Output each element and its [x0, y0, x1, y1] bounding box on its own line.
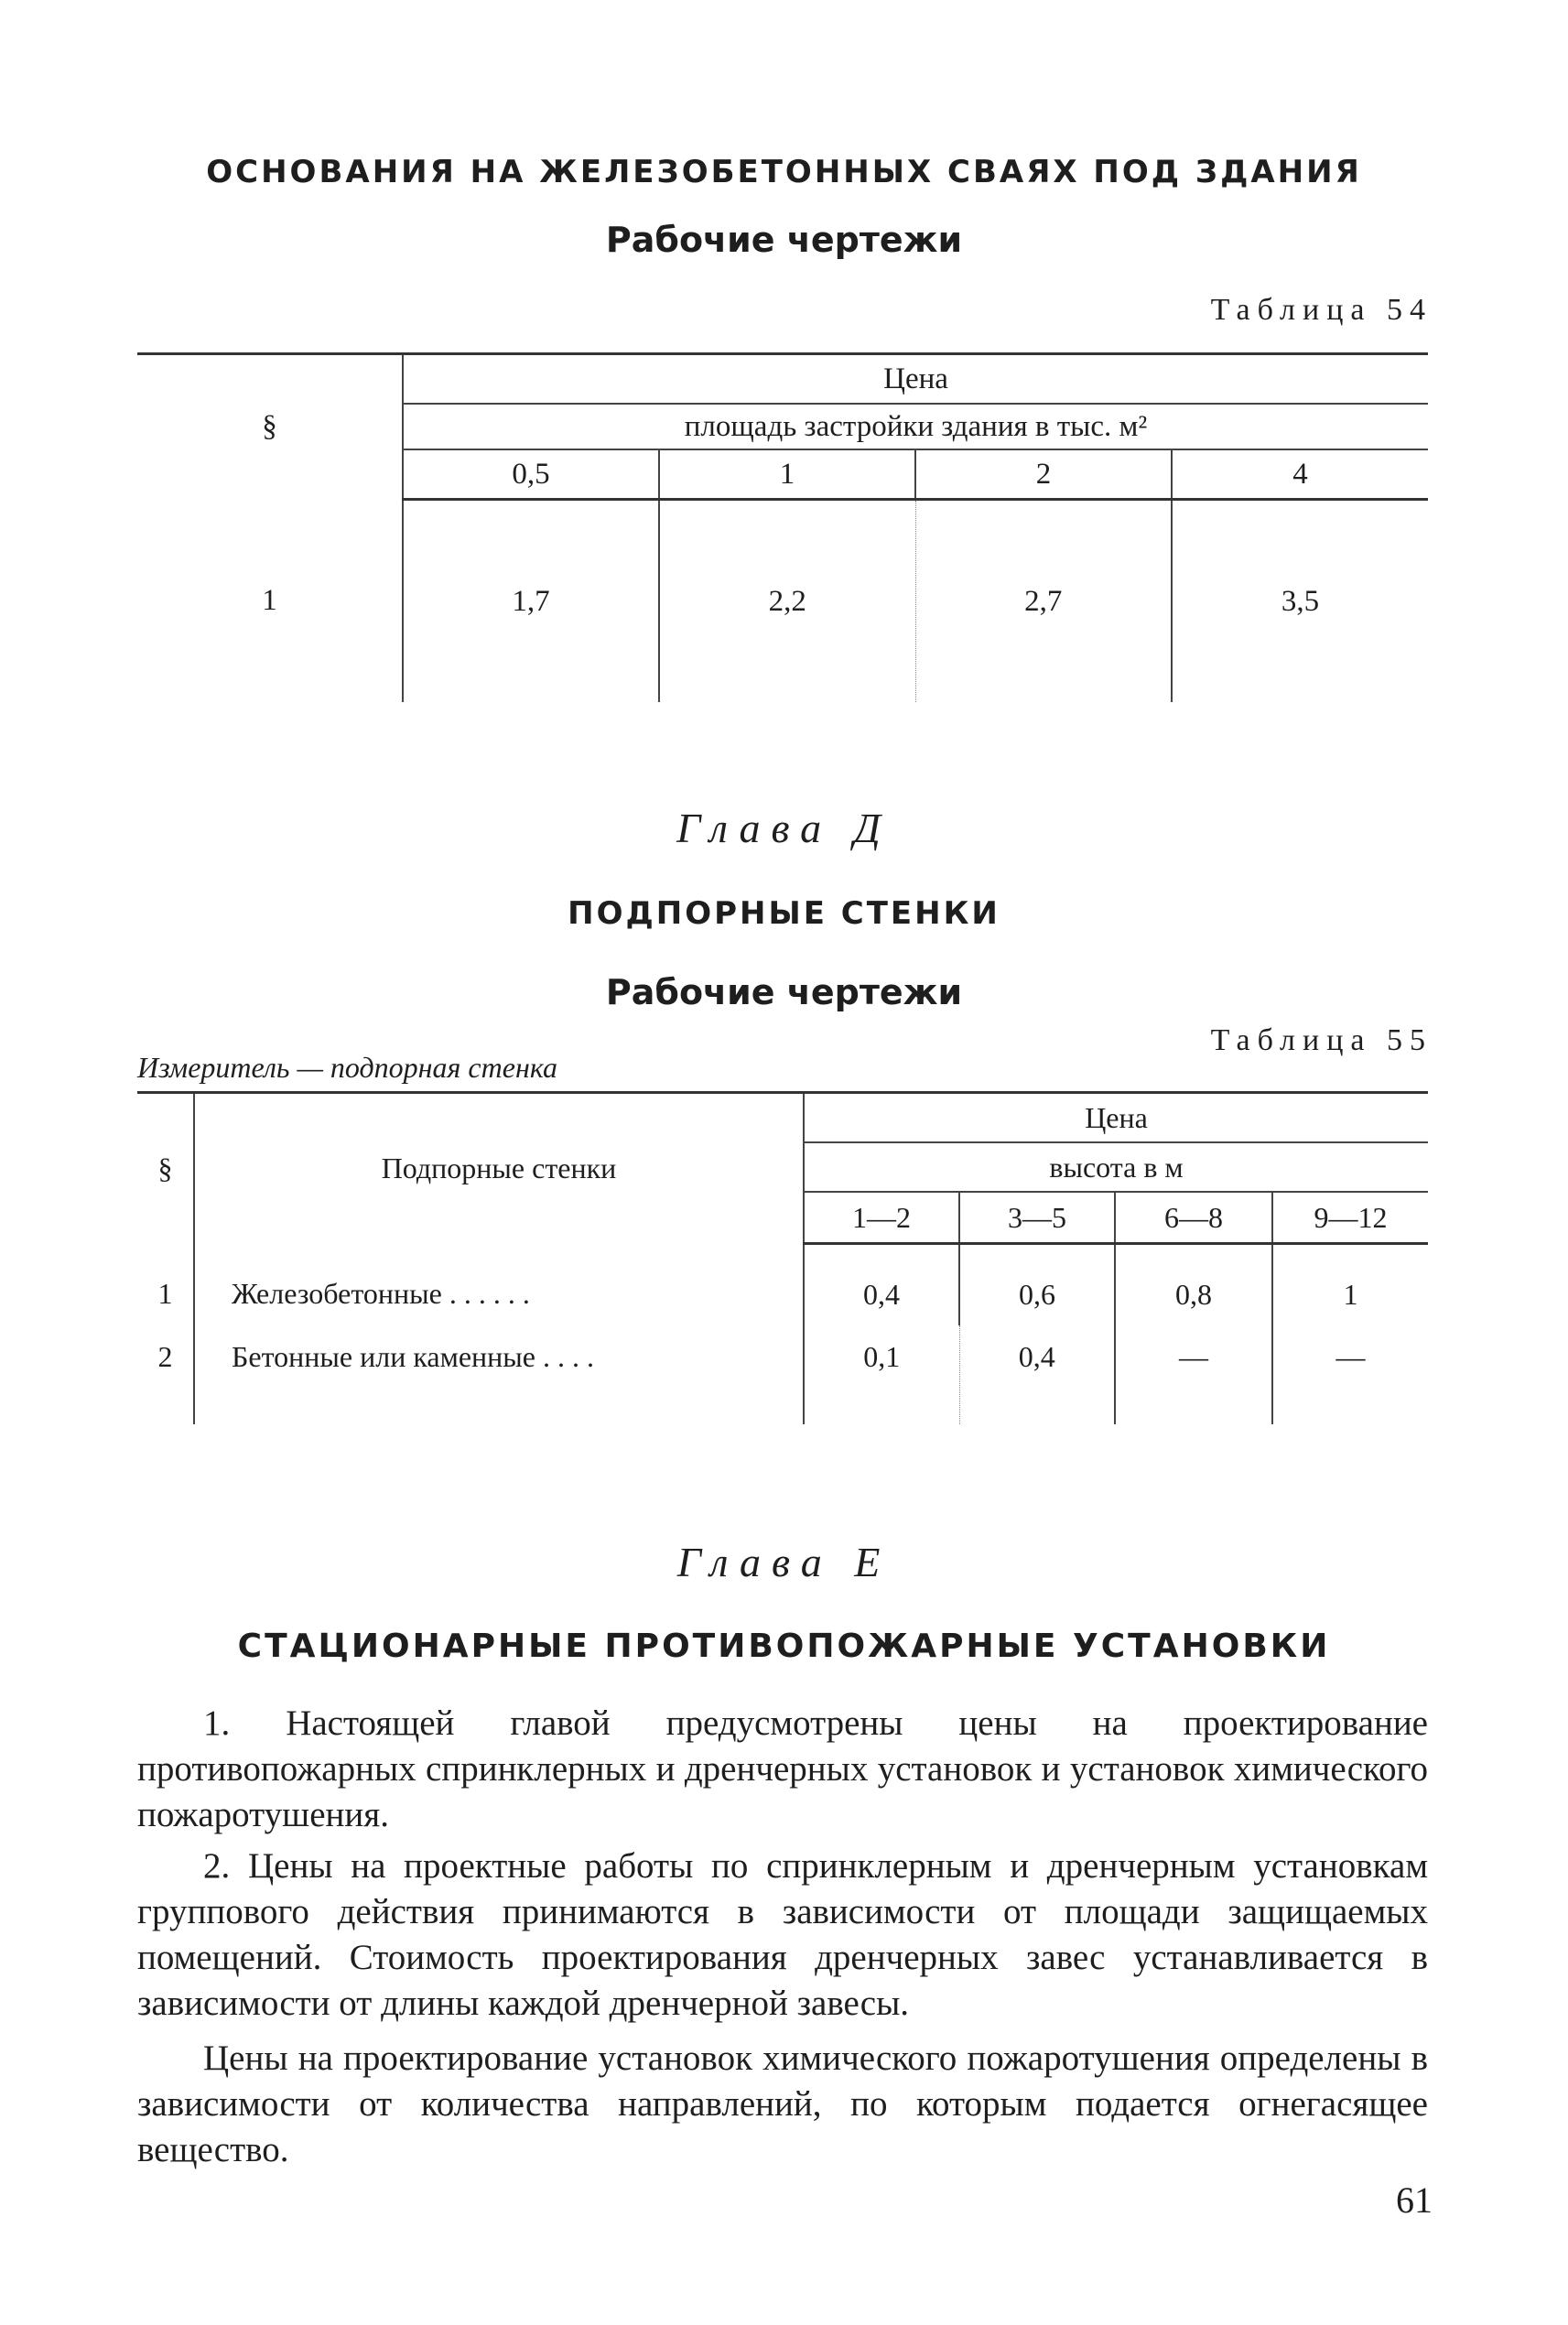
height-value: 6—8 — [1115, 1192, 1272, 1244]
chapter-d-subtitle: Рабочие чертежи — [605, 972, 963, 1012]
row-name: Железобетонные . . . . . . — [194, 1244, 804, 1326]
table-row — [137, 500, 1428, 703]
price-cell: 2,7 — [915, 500, 1172, 703]
paragraph: Цены на проектирование установок химического пожаротушения определены в зависимости от количества направлений, по которым подается огнегасящее вещество. — [137, 2038, 1428, 2169]
price-cell: 2,2 — [659, 500, 915, 703]
height-header: высота в м — [804, 1142, 1428, 1192]
section-subtitle: Рабочие чертежи — [605, 220, 963, 260]
section-column-header: § — [262, 410, 277, 444]
height-value: 3—5 — [959, 1192, 1115, 1244]
area-value: 1 — [659, 449, 915, 500]
price-header: Цена — [403, 354, 1428, 405]
section-column-header: § — [157, 1152, 173, 1185]
price-cell: 1 — [1272, 1244, 1428, 1326]
height-value: 9—12 — [1272, 1192, 1428, 1244]
chapter-e-label: Глава Е — [676, 1539, 892, 1585]
height-value: 1—2 — [804, 1192, 959, 1244]
name-column-header: Подпорные стенки — [194, 1093, 804, 1244]
area-value: 4 — [1172, 449, 1428, 500]
paragraph: 2. Цены на проектные работы по спринклерным и дренчерным установкам группового действия принимаются в зависимости от площади защищаемых помещений. Стоимость проектирования дренчерных завес устанавливается в зависимости от длины каждой дренчерной завесы. — [137, 1846, 1428, 2023]
price-cell: 0,1 — [804, 1325, 959, 1424]
row-section: 1 — [157, 1276, 173, 1310]
table-55 — [137, 1091, 1428, 1424]
chapter-e-body — [137, 1701, 1428, 2173]
price-cell: — — [1115, 1325, 1272, 1424]
row-section: 2 — [157, 1339, 173, 1373]
chapter-d-label: Глава Д — [676, 805, 892, 851]
table-row — [137, 1244, 1428, 1326]
price-cell: 3,5 — [1172, 500, 1428, 703]
page-number: 61 — [1396, 2179, 1433, 2221]
price-cell: 1,7 — [403, 500, 659, 703]
area-header: площадь застройки здания в тыс. м² — [403, 404, 1428, 449]
area-value: 2 — [915, 449, 1172, 500]
row-name: Бетонные или каменные . . . . — [194, 1325, 804, 1424]
price-cell: — — [1272, 1325, 1428, 1424]
price-cell: 0,4 — [959, 1325, 1115, 1424]
price-header: Цена — [804, 1093, 1428, 1143]
area-value: 0,5 — [403, 449, 659, 500]
table-54 — [137, 352, 1428, 702]
table-54-label: Таблица 54 — [1210, 293, 1433, 327]
table-row — [137, 1325, 1428, 1424]
price-cell: 0,4 — [804, 1244, 959, 1326]
section-title: ОСНОВАНИЯ НА ЖЕЛЕЗОБЕТОННЫХ СВАЯХ ПОД ЗДАНИЯ — [206, 154, 1362, 190]
paragraph: 1. Настоящей главой предусмотрены цены на проектирование противопожарных спринклерных и дренчерных установок и установок химического пожаротушения. — [137, 1703, 1428, 1834]
row-section: 1 — [262, 583, 277, 617]
price-cell: 0,6 — [959, 1244, 1115, 1326]
meter-note: Измеритель — подпорная стенка — [137, 1051, 557, 1084]
chapter-d-title: ПОДПОРНЫЕ СТЕНКИ — [568, 895, 1000, 932]
price-cell: 0,8 — [1115, 1244, 1272, 1326]
chapter-e-title: СТАЦИОНАРНЫЕ ПРОТИВОПОЖАРНЫЕ УСТАНОВКИ — [237, 1628, 1331, 1665]
table-55-label: Таблица 55 — [1210, 1023, 1433, 1057]
